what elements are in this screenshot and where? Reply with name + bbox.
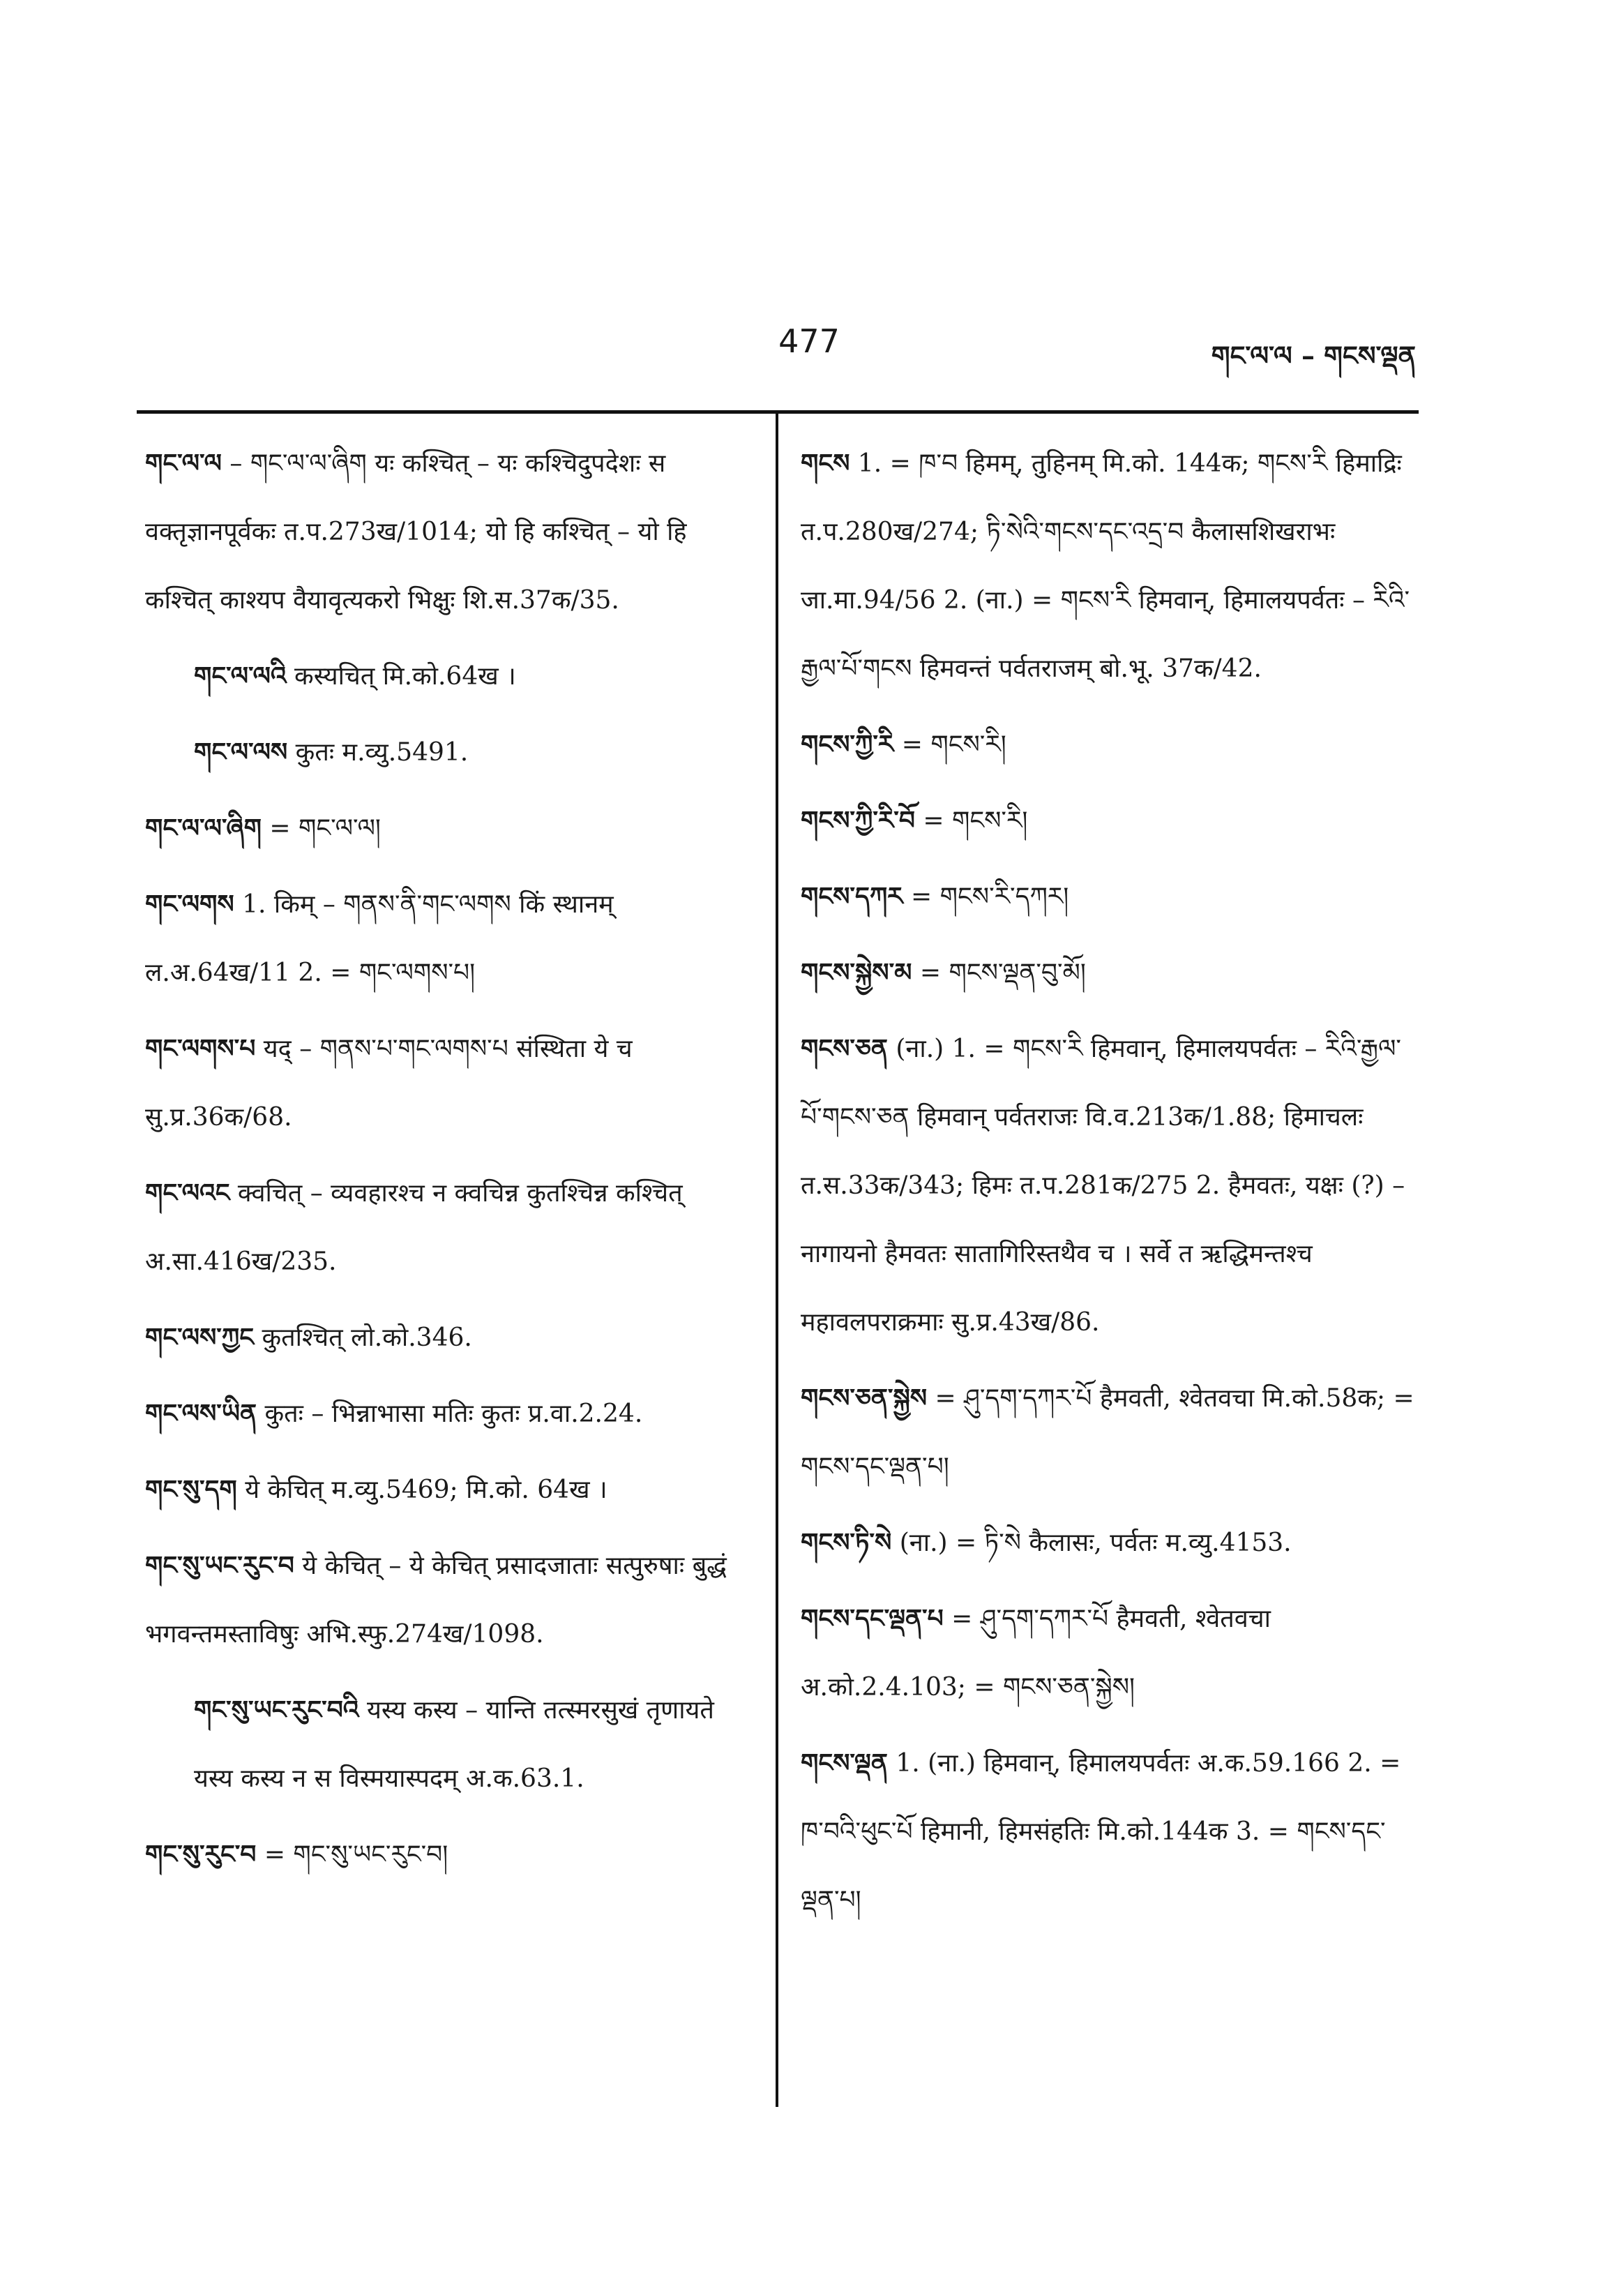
entry-text: कस्यचित् मि.को.64ख । [294, 662, 516, 691]
entry-headword: གང་ལ་ལ་ཞིག [145, 813, 262, 843]
entry-headword: གང་སུ་ཡང་རུང་བ [145, 1551, 294, 1580]
dictionary-entry [801, 429, 1414, 703]
entry-headword: གང་ལས་ཀྱང [145, 1323, 254, 1352]
entry-headword: གང་སུ་རུང་བ [145, 1840, 257, 1869]
running-head: གང་ལ་ལ – གངས་ལྡན [1211, 340, 1416, 371]
entry-headword: གང་ལ་ལས [194, 737, 288, 767]
entry-text: = གང་སུ་ཡང་རུང་བ། [264, 1840, 448, 1869]
dictionary-entry [801, 1729, 1414, 1935]
dictionary-entry [801, 1364, 1414, 1501]
dictionary-entry [145, 1159, 759, 1296]
dictionary-entry [145, 1379, 759, 1448]
dictionary-entry [801, 862, 1414, 931]
entry-text: – གང་ལ་ལ་ཞིག यः कश्चित् – यः कश्चिदुपदेशः स वक्तृज्ञानपूर्वकः त.प.273ख/1014; यो हि कश्चित् – यो हि कश्चित् काश्यप वैयावृत्यकरो भिक्षुः शि.स.37क/35. [145, 449, 687, 615]
entry-text: = གངས་རི། [901, 730, 1006, 759]
entry-text: = གངས་རི་དཀར། [911, 883, 1069, 911]
entry-headword: གངས་ལྡན [801, 1748, 888, 1778]
entry-text: यद् – གནས་པ་གང་ལགས་པ संस्थिता ये च सु.प्र.36क/68. [145, 1035, 633, 1132]
dictionary-entry [801, 1014, 1414, 1357]
dictionary-entry [145, 1455, 759, 1524]
entry-headword: གངས་ཅན [801, 1034, 888, 1063]
dictionary-entry [145, 642, 759, 711]
dictionary-entry [145, 1531, 759, 1669]
entry-text: कुतः – भिन्नाभासा मतिः कुतः प्र.वा.2.24. [264, 1400, 643, 1428]
column-divider [776, 414, 778, 2107]
dictionary-entry [801, 1508, 1414, 1577]
dictionary-entry [801, 1584, 1414, 1722]
dictionary-entry [801, 786, 1414, 855]
entry-headword: གང་ལགས་པ [145, 1034, 256, 1063]
entry-text: ये केचित् म.व्यु.5469; मि.को. 64ख । [245, 1476, 607, 1504]
entry-headword: གངས་དང་ལྡན་པ [801, 1604, 944, 1633]
entry-text: (ना.) 1. = གངས་རི हिमवान्, हिमालयपर्वतः – རིའི་རྒྱལ་པོ་གངས་ཅན हिमवान् पर्वतराजः वि.व.213क/1.88; हिमाचलः त.स.33क/343; हिमः त.प.281क/275 2. हैमवतः, यक्षः (?) – नागायनो हैमवतः सातागिरिस्तथैव च । सर्वे त ऋद्धिमन्तश्च महावलपराक्रमाः सु.प्र.43ख/86. [801, 1035, 1405, 1337]
entry-headword: གངས་ཅན་སྐྱེས [801, 1383, 928, 1413]
entry-headword: གངས་ཀྱི་རི་བོ [801, 806, 915, 835]
dictionary-entry [801, 710, 1414, 779]
entry-text: क्वचित् – व्यवहारश्च न क्वचिन्न कुतश्चिन्न कश्चित् अ.सा.416ख/235. [145, 1179, 683, 1276]
dictionary-entry [145, 1014, 759, 1152]
entry-text: = གངས་རི། [923, 806, 1028, 835]
page-number: 477 [778, 322, 840, 360]
entry-text: कुतः म.व्यु.5491. [295, 738, 469, 767]
dictionary-entry [801, 938, 1414, 1007]
entry-text: यस्य कस्य – यान्ति तत्स्मरसुखं तृणायते यस्य कस्य न स विस्मयास्पदम् अ.क.63.1. [194, 1696, 714, 1793]
entry-headword: གང་ལ་ལ [145, 449, 222, 478]
dictionary-entry [145, 1820, 759, 1889]
entry-headword: གང་ལའང [145, 1178, 230, 1208]
entry-headword: གང་ལས་ཡིན [145, 1399, 257, 1428]
entry-headword: གངས་ཏི་སེ [801, 1528, 892, 1557]
left-column [145, 429, 759, 1896]
entry-text: = གང་ལ་ལ། [269, 814, 381, 843]
right-column [801, 429, 1414, 1942]
entry-text: 1. = ཁ་བ हिमम्, तुहिनम् मि.को. 144क; གངས་རི हिमाद्रिः त.प.280ख/274; ཏི་སེའི་གངས་དང་འདྲ་བ कैलासशिखराभः जा.मा.94/56 2. (ना.) = གངས་རི हिमवान्, हिमालयपर्वतः – རིའི་རྒྱལ་པོ་གངས हिमवन्तं पर्वतराजम् बो.भू. 37क/42. [801, 449, 1410, 683]
entry-text: = གངས་ལྡན་བུ་མོ། [919, 959, 1086, 987]
entry-text: 1. (ना.) हिमवान्, हिमालयपर्वतः अ.क.59.166 2. = ཁ་བའི་ཕུང་པོ हिमानी, हिमसंहतिः मि.को.144क 3. = གངས་དང་ལྡན་པ། [801, 1749, 1401, 1914]
entry-text: = ཤུ་དག་དཀར་པོ हैमवती, श्वेतवचा अ.को.2.4.103; = གངས་ཅན་སྐྱེས། [801, 1605, 1271, 1702]
entry-headword: གངས་སྐྱེས་མ [801, 958, 912, 987]
entry-headword: གང་སུ་དག [145, 1475, 237, 1504]
dictionary-entry [145, 718, 759, 787]
entry-text: = ཤུ་དག་དཀར་པོ हैमवती, श्वेतवचा मि.को.58क; = གངས་དང་ལྡན་པ། [801, 1384, 1414, 1481]
dictionary-entry [145, 870, 759, 1007]
entry-headword: གང་ལ་ལའི [194, 661, 287, 691]
entry-headword: གངས [801, 449, 850, 478]
entry-headword: གང་སུ་ཡང་རུང་བའི [194, 1695, 359, 1725]
entry-text: 1. किम् – གནས་ནི་གང་ལགས किं स्थानम् ल.अ.64ख/11 2. = གང་ལགས་པ། [145, 890, 614, 987]
dictionary-entry [145, 794, 759, 863]
dictionary-entry [145, 1303, 759, 1372]
dictionary-entry [145, 429, 759, 635]
entry-headword: གང་ལགས [145, 890, 234, 919]
entry-text: ये केचित् – ये केचित् प्रसादजाताः सत्पुरुषाः बुद्धं भगवन्तमस्ताविषुः अभि.स्फु.274ख/1098. [145, 1552, 727, 1649]
entry-text: (ना.) = ཏི་སེ कैलासः, पर्वतः म.व्यु.4153. [899, 1529, 1292, 1557]
entry-headword: གངས་དཀར [801, 882, 903, 911]
entry-text: कुतश्चित् लो.को.346. [262, 1323, 472, 1352]
dictionary-entry [145, 1676, 759, 1813]
entry-headword: གངས་ཀྱི་རི [801, 730, 894, 759]
